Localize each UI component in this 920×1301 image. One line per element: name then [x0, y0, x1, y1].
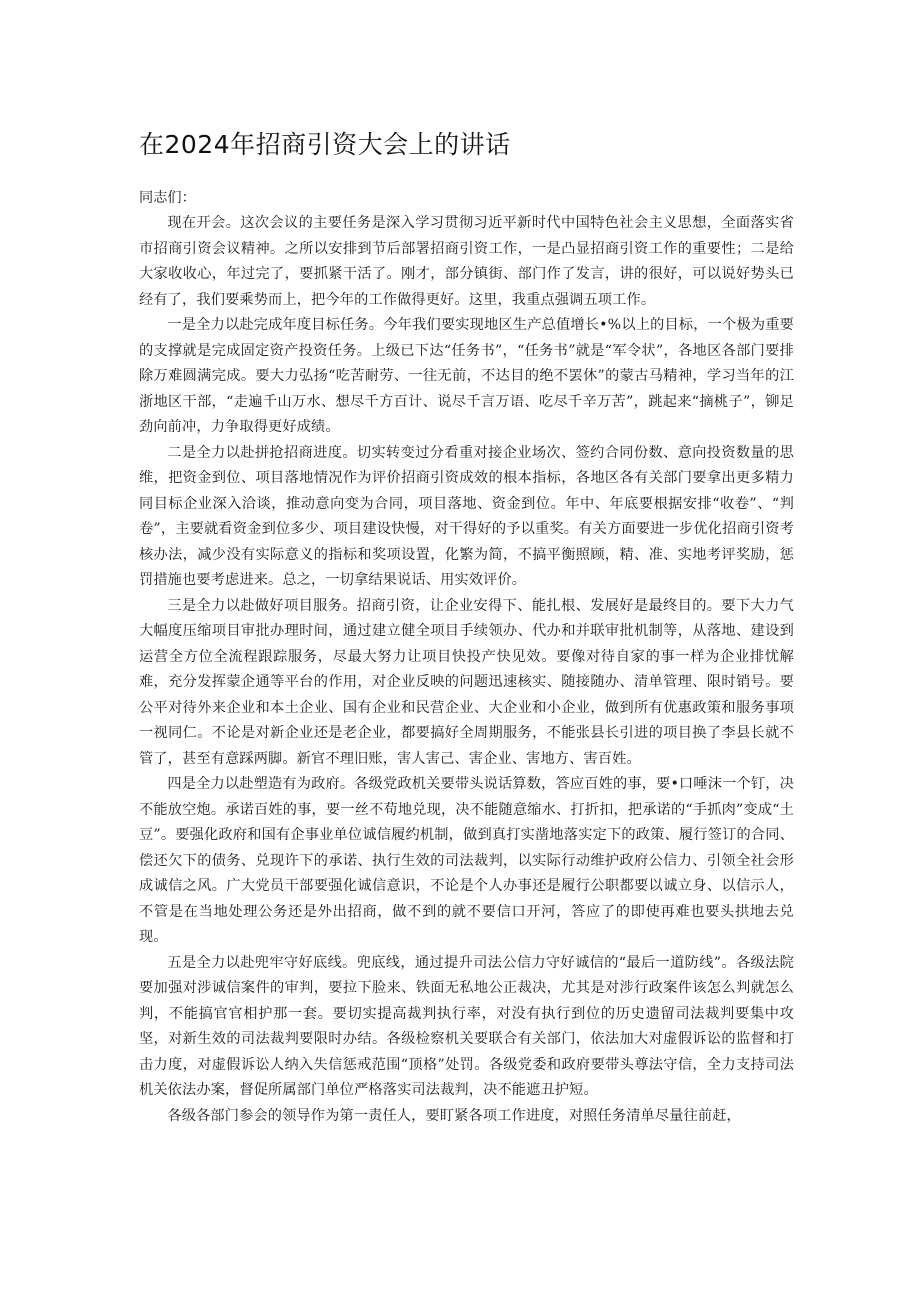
paragraph-point-one: 一是全力以赴完成年度目标任务。今年我们要实现地区生产总值增长•%以上的目标，一个极为重要的支撑就是完成固定资产投资任务。上级已下达“任务书”，“任务书”就是“军令状”，各地区各部门要排除万难圆满完成。要大力弘扬“吃苦耐劳、一往无前，不达目的绝不罢休”的蒙古马精神，学习当年的江浙地区干部，“走遍千山万水、想尽千方百计、说尽千言万语、吃尽千辛万苦”，跳起来“摘桃子”，铆足劲向前冲，力争取得更好成绩。 [139, 317, 794, 435]
paragraph-point-four: 四是全力以赴塑造有为政府。各级党政机关要带头说话算数，答应百姓的事，要•口唾沫一个钉，决不能放空炮。承诺百姓的事，要一丝不苟地兑现，决不能随意缩水、打折扣，把承诺的“手抓肉”变成“土豆”。要强化政府和国有企事业单位诚信履约机制，做到真打实凿地落实定下的政策、履行签订的合同、偿还欠下的债务、兑现许下的承诺、执行生效的司法裁判，以实际行动维护政府公信力、引领全社会形成诚信之风。广大党员干部要强化诚信意识，不论是个人办事还是履行公职都要以诚立身、以信示人，不管是在当地处理公务还是外出招商，做不到的就不要信口开河，答应了的即使再难也要头拱地去兑现。 [139, 776, 794, 945]
paragraph-closing: 各级各部门参会的领导作为第一责任人，要盯紧各项工作进度，对照任务清单尽量往前赶， [167, 1107, 741, 1124]
document-page [139, 128, 794, 1129]
salutation: 同志们： [139, 190, 196, 206]
document-title: 在2024年招商引资大会上的讲话 [139, 130, 511, 159]
paragraph-point-five: 五是全力以赴兜牢守好底线。兜底线，通过提升司法公信力守好诚信的“最后一道防线”。各级法院要加强对涉诚信案件的审判，要拉下脸来、铁面无私地公正裁决，尤其是对涉行政案件该怎么判就怎么判，不能搞官官相护那一套。要切实提高裁判执行率，对没有执行到位的历史遗留司法裁判要集中攻坚，对新生效的司法裁判要限时办结。各级检察机关要联合有关部门，依法加大对虚假诉讼的监督和打击力度，对虚假诉讼人纳入失信惩戒范围“顶格”处罚。各级党委和政府要带头尊法守信，全力支持司法机关依法办案，督促所属部门单位严格落实司法裁判，决不能遮丑护短。 [139, 954, 794, 1098]
paragraph-opening: 现在开会。这次会议的主要任务是深入学习贯彻习近平新时代中国特色社会主义思想，全面落实省市招商引资会议精神。之所以安排到节后部署招商引资工作，一是凸显招商引资工作的重要性；二是给大家收收心，年过完了，要抓紧干活了。刚才，部分镇街、部门作了发言，讲的很好，可以说好势头已经有了，我们要乘势而上，把今年的工作做得更好。这里，我重点强调五项工作。 [139, 215, 794, 308]
paragraph-point-three: 三是全力以赴做好项目服务。招商引资，让企业安得下、能扎根、发展好是最终目的。要下大力气大幅度压缩项目审批办理时间，通过建立健全项目手续领办、代办和并联审批机制等，从落地、建设到运营全方位全流程跟踪服务，尽最大努力让项目快投产快见效。要像对待自家的事一样为企业排忧解难，充分发挥蒙企通等平台的作用，对企业反映的问题迅速核实、随接随办、清单管理、限时销号。要公平对待外来企业和本土企业、国有企业和民营企业、大企业和小企业，做到所有优惠政策和服务事项一视同仁。不论是对新企业还是老企业，都要搞好全周期服务，不能张县长引进的项目换了李县长就不管了，甚至有意踩两脚。新官不理旧账，害人害己、害企业、害地方、害百姓。 [139, 597, 794, 767]
paragraph-point-two: 二是全力以赴拼抢招商进度。切实转变过分看重对接企业场次、签约合同份数、意向投资数量的思维，把资金到位、项目落地情况作为评价招商引资成效的根本指标，各地区各有关部门要拿出更多精力同目标企业深入洽谈，推动意向变为合同，项目落地、资金到位。年中、年底要根据安排“收卷”、“判卷”，主要就看资金到位多少、项目建设快慢，对干得好的予以重奖。有关方面要进一步优化招商引资考核办法，减少没有实际意义的指标和奖项设置，化繁为简，不搞平衡照顾，精、准、实地考评奖励，惩罚措施也要考虑进来。总之，一切拿结果说话、用实效评价。 [139, 444, 794, 588]
